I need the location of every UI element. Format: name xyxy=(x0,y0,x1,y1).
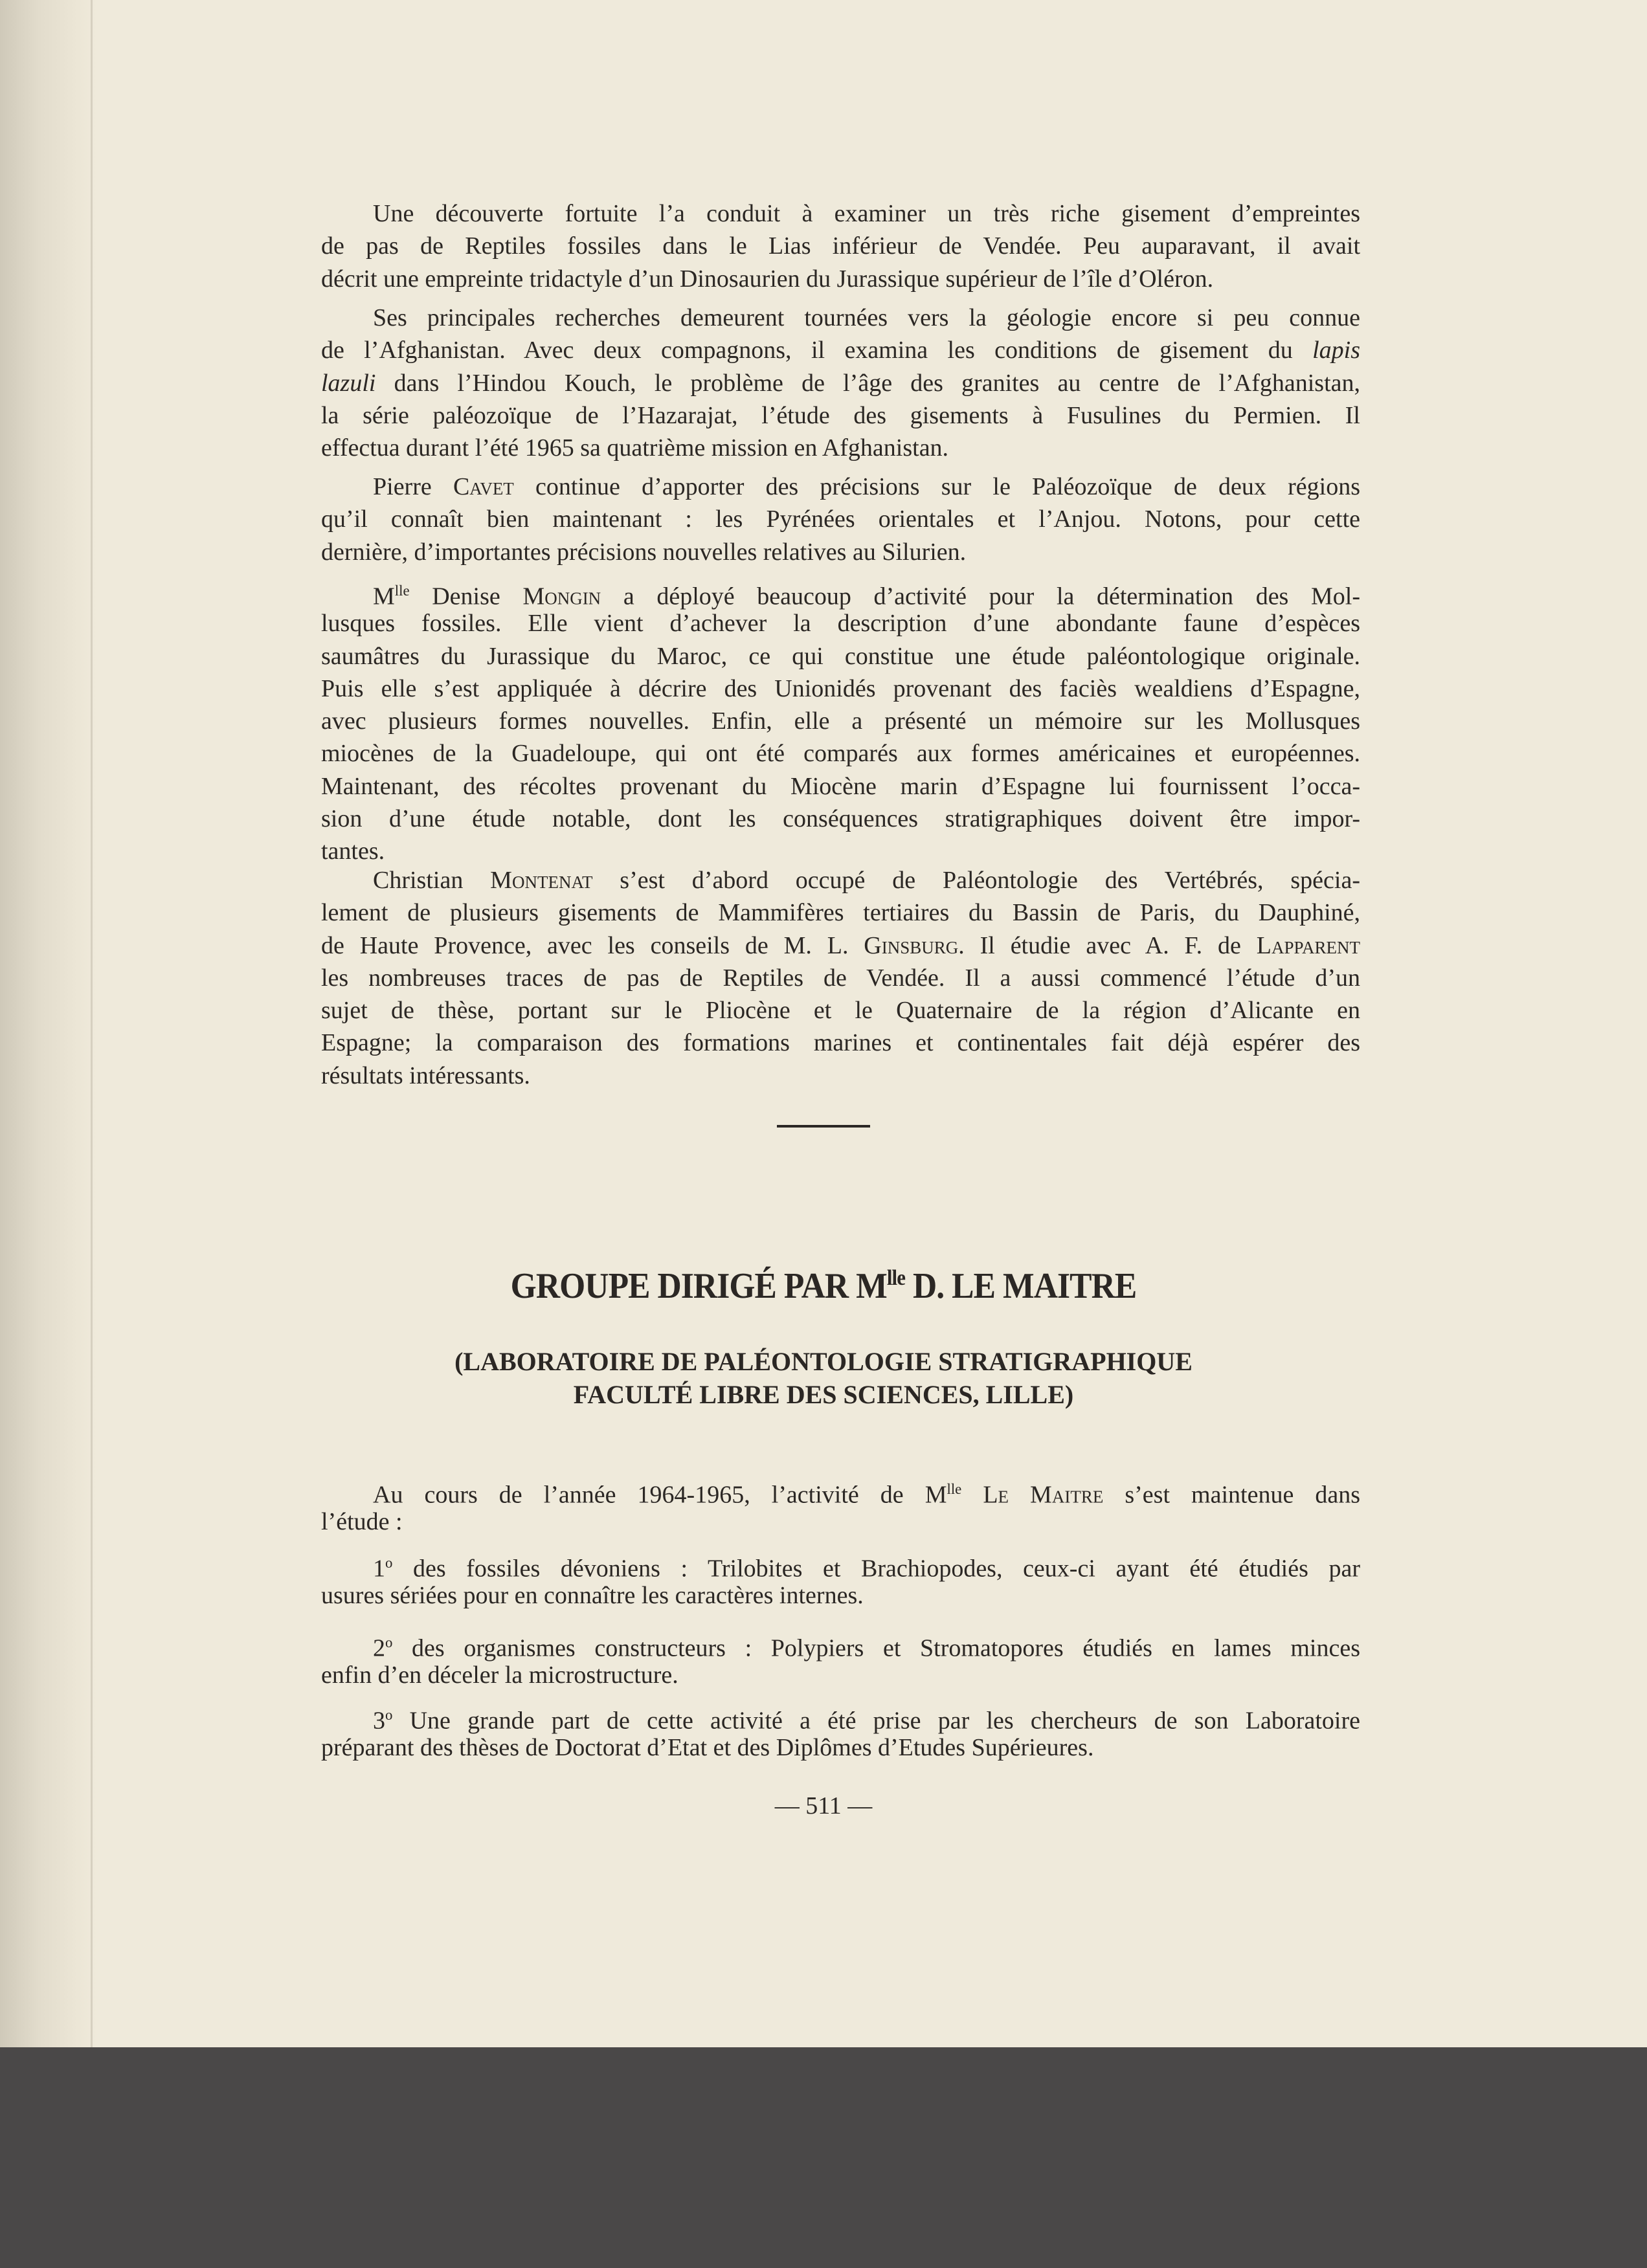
text-segment: lapis xyxy=(1312,337,1360,364)
text-segment: M xyxy=(373,583,395,610)
text-segment: Le Maitre xyxy=(983,1481,1104,1509)
text-line xyxy=(321,1579,1360,1612)
text-segment: Mongin xyxy=(522,583,601,610)
text-segment: enfin d’en déceler la microstructure. xyxy=(321,1662,678,1689)
text-segment: décrit une empreinte tridactyle d’un Dinosaurien du Jurassique supérieur de l’île d’Oléron. xyxy=(321,265,1214,293)
text-segment: usures sériées pour en connaître les caractères internes. xyxy=(321,1582,864,1610)
text-segment: avec plusieurs formes nouvelles. Enfin, elle a présenté un mémoire sur les Mollusques xyxy=(321,707,1360,735)
text-line xyxy=(321,1731,1360,1764)
text-line xyxy=(321,503,1360,535)
text-segment: de pas de Reptiles fossiles dans le Lias inférieur de Vendée. Peu auparavant, il avait xyxy=(321,232,1360,260)
text-line xyxy=(321,399,1360,432)
text-segment: des fossiles dévoniens : Trilobites et Brachiopodes, ceux-ci ayant été étudiés par xyxy=(392,1555,1360,1583)
text-segment: saumâtres du Jurassique du Maroc, ce qui constitue une étude paléontologique originale. xyxy=(321,642,1360,670)
paragraph-mongin xyxy=(321,575,1360,868)
text-segment: lusques fossiles. Elle vient d’achever la description d’une abondante faune d’espèces xyxy=(321,610,1360,638)
text-segment: dans l’Hindou Kouch, le problème de l’âge des granites au centre de l’Afghanistan, xyxy=(375,369,1360,397)
text-segment: les nombreuses traces de pas de Reptiles de Vendée. Il a aussi commencé l’étude d’un xyxy=(321,964,1360,992)
text-line xyxy=(321,575,1360,610)
text-segment: miocènes de la Guadeloupe, qui ont été comparés aux formes américaines et européennes. xyxy=(321,740,1360,768)
text-segment: o xyxy=(385,1707,393,1723)
text-segment: l’étude : xyxy=(321,1508,403,1536)
text-segment: qu’il connaît bien maintenant : les Pyrénées orientales et l’Anjou. Notons, pour cette xyxy=(321,506,1360,533)
text-line xyxy=(321,1506,1360,1538)
text-line xyxy=(321,640,1360,673)
text-segment: Une grande part de cette activité a été prise par les chercheurs de son Laboratoire xyxy=(392,1707,1360,1735)
text-line xyxy=(321,334,1360,366)
text-line xyxy=(321,302,1360,334)
text-segment: s’est d’abord occupé de Paléontologie des Vertébrés, spécia- xyxy=(592,867,1360,894)
text-line xyxy=(321,962,1360,994)
paragraph-empreintes xyxy=(321,197,1360,295)
text-line xyxy=(321,471,1360,503)
list-item-2 xyxy=(321,1627,1360,1692)
text-segment: Montenat xyxy=(490,867,593,894)
text-segment: Une découverte fortuite l’a conduit à examiner un très riche gisement d’empreintes xyxy=(373,200,1360,227)
text-line xyxy=(321,197,1360,230)
text-segment: Lapparent xyxy=(1256,931,1360,959)
text-segment: de Haute Provence, avec les conseils de M. L. xyxy=(321,931,864,959)
text-line xyxy=(321,230,1360,262)
text-line xyxy=(321,263,1360,295)
text-line xyxy=(321,1473,1360,1509)
text-segment: Au cours de l’année 1964-1965, l’activité de M xyxy=(373,1481,947,1509)
text-segment: tantes. xyxy=(321,838,385,865)
text-segment: s’est maintenue dans xyxy=(1103,1481,1360,1509)
text-segment: lle xyxy=(947,1481,962,1497)
text-segment: préparant des thèses de Doctorat d’Etat et des Diplômes d’Etudes Supérieures. xyxy=(321,1734,1094,1762)
text-line xyxy=(321,1060,1360,1092)
text-line xyxy=(321,1699,1360,1735)
text-line xyxy=(321,737,1360,770)
text-segment: lazuli xyxy=(321,369,376,397)
list-item-3 xyxy=(321,1699,1360,1764)
text-line xyxy=(321,705,1360,737)
text-line xyxy=(321,1627,1360,1662)
text-line xyxy=(321,536,1360,568)
subheading-line-2: FACULTÉ LIBRE DES SCIENCES, LILLE) xyxy=(573,1380,1074,1409)
text-segment: continue d’apporter des précisions sur le Paléozoïque de deux régions xyxy=(513,473,1360,500)
paragraph-afghanistan xyxy=(321,302,1360,464)
text-segment: Ginsburg xyxy=(864,931,959,959)
text-segment: dernière, d’importantes précisions nouvelles relatives au Silurien. xyxy=(321,538,967,566)
text-segment: sion d’une étude notable, dont les conséquences stratigraphiques doivent être impor- xyxy=(321,805,1360,833)
text-segment: Christian xyxy=(373,867,491,894)
text-segment: Maintenant, des récoltes provenant du Miocène marin d’Espagne lui fournissent l’occa- xyxy=(321,772,1360,800)
page-gutter-shadow xyxy=(0,0,97,2047)
text-segment: o xyxy=(385,1555,393,1571)
paragraph-cavet xyxy=(321,471,1360,568)
text-segment: de l’Afghanistan. Avec deux compagnons, il examina les conditions de gisement du xyxy=(321,337,1313,364)
text-segment: . Il étudie avec A. F. de xyxy=(958,931,1257,959)
text-segment: lement de plusieurs gisements de Mammifères tertiaires du Bassin de Paris, du Dauphiné, xyxy=(321,899,1360,927)
section-heading xyxy=(66,1265,1581,1307)
heading-text: GROUPE DIRIGÉ PAR M xyxy=(510,1266,887,1306)
text-line xyxy=(321,1659,1360,1691)
text-segment: 1 xyxy=(373,1555,385,1583)
text-segment: Ses principales recherches demeurent tournées vers la géologie encore si peu connue xyxy=(373,304,1360,331)
text-segment: 3 xyxy=(373,1707,385,1735)
text-line xyxy=(321,770,1360,803)
list-item-1 xyxy=(321,1547,1360,1612)
text-line xyxy=(321,1547,1360,1583)
text-line xyxy=(321,1027,1360,1059)
paragraph-montenat xyxy=(321,864,1360,1092)
paragraph-intro-le-maitre xyxy=(321,1473,1360,1539)
text-segment: Cavet xyxy=(453,473,514,500)
text-segment: a déployé beaucoup d’activité pour la détermination des Mol- xyxy=(601,583,1360,610)
heading-superscript: lle xyxy=(886,1265,905,1290)
text-line xyxy=(321,835,1360,867)
text-segment: lle xyxy=(394,583,410,599)
text-segment: effectua durant l’été 1965 sa quatrième mission en Afghanistan. xyxy=(321,434,949,462)
text-segment: Puis elle s’est appliquée à décrire des Unionidés provenant des faciès wealdiens d’Espagne, xyxy=(321,674,1360,702)
page-number: — 511 — xyxy=(774,1792,873,1819)
text-segment: la série paléozoïque de l’Hazarajat, l’étude des gisements à Fusulines du Permien. Il xyxy=(321,401,1360,429)
text-line xyxy=(321,994,1360,1027)
text-segment: résultats intéressants. xyxy=(321,1062,530,1089)
text-segment: Pierre xyxy=(373,473,453,500)
text-line xyxy=(321,896,1360,929)
text-segment: Denise xyxy=(409,583,523,610)
page-fold xyxy=(91,0,93,2047)
text-segment xyxy=(961,1482,983,1509)
text-line xyxy=(321,432,1360,464)
text-line xyxy=(321,929,1360,962)
heading-text-end: D. LE MAITRE xyxy=(904,1266,1137,1306)
text-segment: des organismes constructeurs : Polypiers et Stromatopores étudiés en lames minces xyxy=(392,1634,1360,1662)
text-segment: o xyxy=(385,1634,393,1651)
scanner-background xyxy=(0,2047,1647,2268)
text-line xyxy=(321,864,1360,896)
subheading-line-1: (LABORATOIRE DE PALÉONTOLOGIE STRATIGRAPHIQUE xyxy=(454,1347,1193,1376)
text-segment: sujet de thèse, portant sur le Pliocène et le Quaternaire de la région d’Alicante en xyxy=(321,997,1360,1025)
text-segment: 2 xyxy=(373,1634,385,1662)
text-line xyxy=(321,803,1360,835)
text-line xyxy=(321,607,1360,639)
section-divider xyxy=(777,1125,870,1128)
text-segment: Espagne; la comparaison des formations marines et continentales fait déjà espérer des xyxy=(321,1029,1360,1057)
text-line xyxy=(321,367,1360,399)
text-line xyxy=(321,673,1360,705)
